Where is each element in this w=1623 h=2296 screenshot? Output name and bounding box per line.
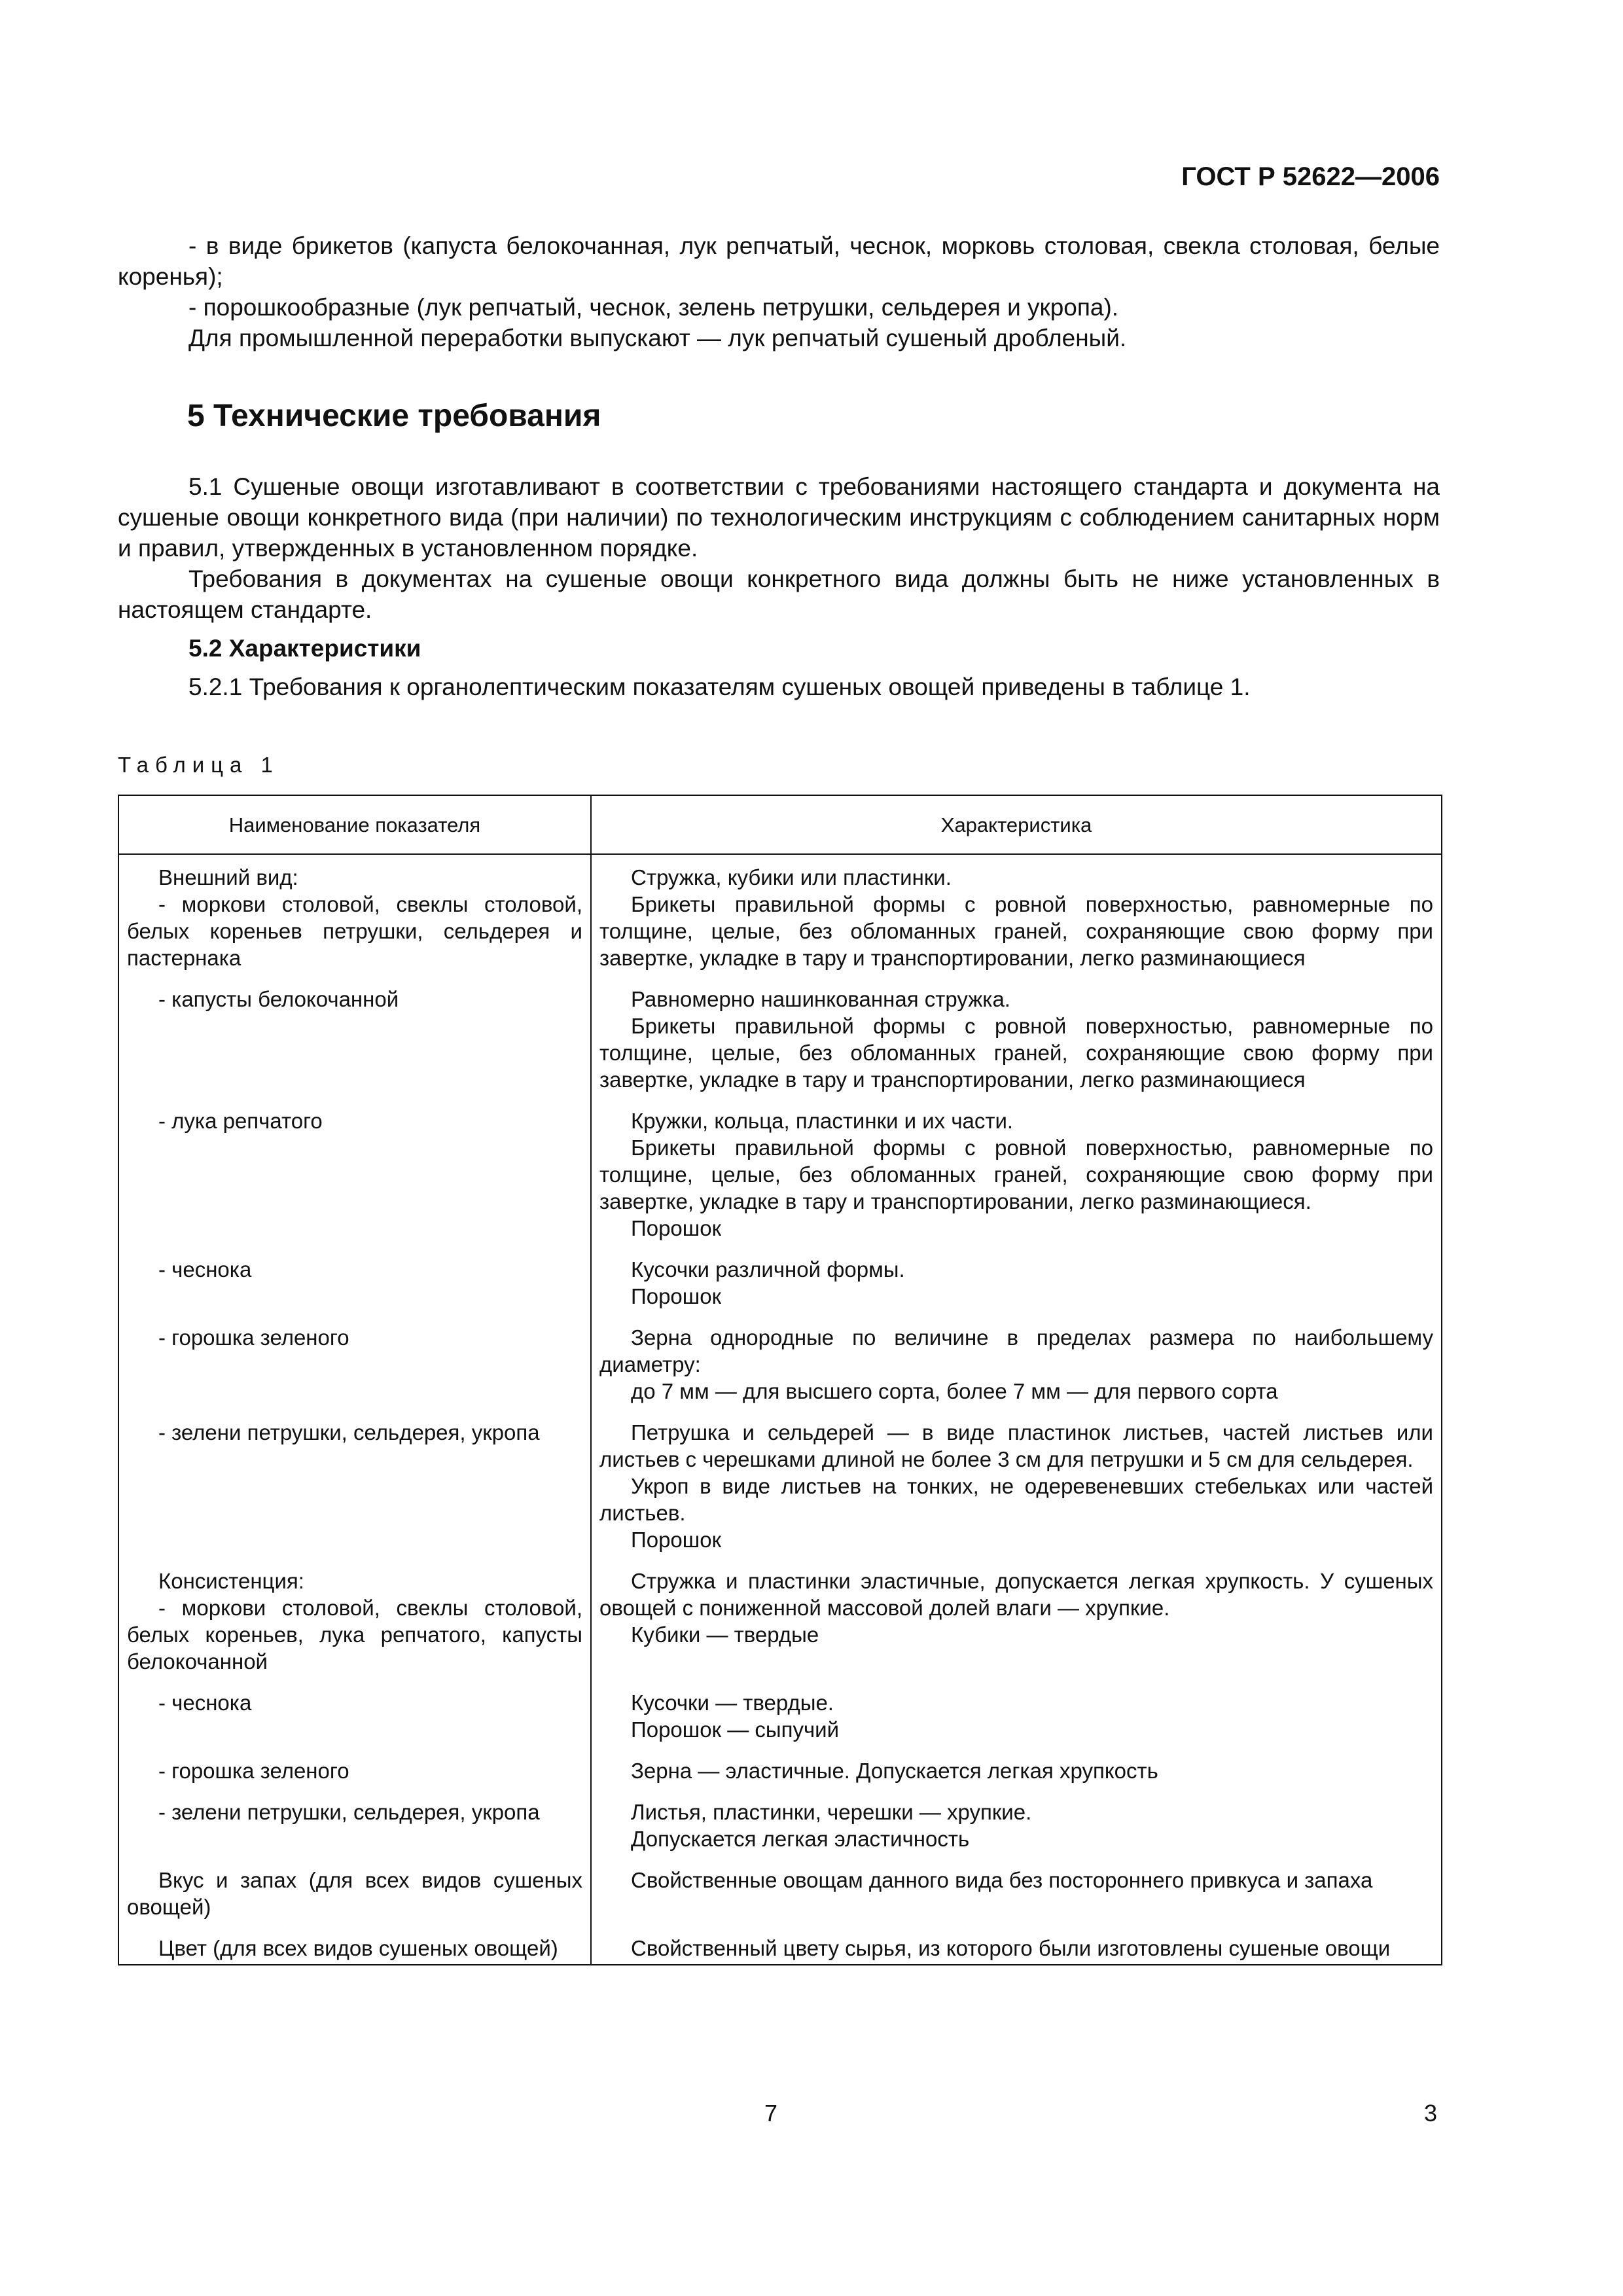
characteristic-cell (591, 1568, 1442, 1689)
cell-line: Цвет (для всех видов сушеных овощей) (158, 1936, 558, 1960)
characteristic-cell (591, 1689, 1442, 1757)
cell-line: Листья, пластинки, черешки — хрупкие. (631, 1800, 1032, 1824)
table-body (118, 854, 1442, 1965)
cell-line: - чеснока (158, 1257, 252, 1282)
characteristic-cell (591, 1419, 1442, 1568)
paragraph-5-1-cont: Требования в документах на сушеные овощи конкретного вида должны быть не ниже установленных в настоящем стандарте. (118, 565, 1440, 623)
cell-line: до 7 мм — для высшего сорта, более 7 мм — для первого сорта (631, 1379, 1278, 1403)
table-row (118, 1867, 1442, 1935)
cell-line: - зелени петрушки, сельдерея, укропа (158, 1420, 540, 1444)
paragraph-5-2-1: 5.2.1 Требования к органолептическим показателям сушеных овощей приведены в таблице 1. (188, 673, 1251, 700)
characteristics-table (118, 795, 1442, 1965)
indicator-cell (118, 1799, 591, 1867)
indicator-cell (118, 854, 591, 986)
table-header-row (118, 795, 1442, 854)
cell-line: Порошок — сыпучий (631, 1717, 840, 1742)
cell-line: Брикеты правильной формы с ровной поверхностью, равномерные по толщине, целые, без обломанных граней, сохраняющие свою форму при завертке, укладке в тару и транспортировании, легко разминающиеся (599, 1014, 1433, 1092)
cell-line: Свойственные овощам данного вида без постороннего привкуса и запаха (631, 1868, 1373, 1892)
cell-line: Допускается легкая эластичность (631, 1827, 970, 1851)
cell-line: Внешний вид: (158, 865, 298, 889)
table-row (118, 1324, 1442, 1419)
characteristic-cell (591, 1256, 1442, 1324)
cell-line: - чеснока (158, 1691, 252, 1715)
characteristic-cell (591, 1757, 1442, 1799)
intro-list (118, 230, 1440, 353)
center-number: 7 (764, 2100, 778, 2126)
characteristic-cell (591, 1867, 1442, 1935)
indicator-cell (118, 1568, 591, 1689)
table-row (118, 1935, 1442, 1965)
table-row (118, 1419, 1442, 1568)
table-row (118, 1757, 1442, 1799)
cell-line: - горошка зеленого (158, 1759, 349, 1783)
cell-line: - горошка зеленого (158, 1325, 349, 1350)
indicator-cell (118, 1689, 591, 1757)
cell-line: Брикеты правильной формы с ровной поверхностью, равномерные по толщине, целые, без обломанных граней, сохраняющие свою форму при завертке, укладке в тару и транспортировании, легко разминающиеся. (599, 1136, 1433, 1213)
cell-line: - лука репчатого (158, 1109, 323, 1133)
column-header: Характеристика (591, 795, 1442, 854)
characteristic-cell (591, 1799, 1442, 1867)
indicator-cell (118, 1935, 591, 1965)
characteristic-cell (591, 854, 1442, 986)
cell-line: Равномерно нашинкованная стружка. (631, 987, 1010, 1011)
cell-line: Кружки, кольца, пластинки и их части. (631, 1109, 1014, 1133)
table-row (118, 854, 1442, 986)
cell-line: Зерна однородные по величине в пределах размера по наибольшему диаметру: (599, 1325, 1433, 1376)
cell-line: Кусочки различной формы. (631, 1257, 905, 1282)
table-row (118, 1568, 1442, 1689)
section-title: 5 Технические требования (187, 399, 601, 433)
cell-line: Свойственный цвету сырья, из которого были изготовлены сушеные овощи (631, 1936, 1391, 1960)
cell-line: Кусочки — твердые. (631, 1691, 834, 1715)
table-row (118, 1256, 1442, 1324)
cell-line: Порошок (631, 1528, 722, 1552)
intro-item: - в виде брикетов (капуста белокочанная, лук репчатый, чеснок, морковь столовая, свекла столовая, белые коренья); (118, 232, 1440, 290)
characteristic-cell (591, 1324, 1442, 1419)
page-number: 3 (1424, 2100, 1438, 2126)
document-code: ГОСТ Р 52622—2006 (1181, 162, 1440, 191)
cell-line: Стружка, кубики или пластинки. (631, 865, 952, 889)
intro-paragraph: Для промышленной переработки выпускают — лук репчатый сушеный дробленый. (188, 325, 1127, 351)
cell-line: - капусты белокочанной (158, 987, 399, 1011)
cell-line: Петрушка и сельдерей — в виде пластинок листьев, частей листьев или листьев с черешками длиной не более 3 см для петрушки и 5 см для сельдерея. (599, 1420, 1433, 1471)
table-row (118, 1799, 1442, 1867)
indicator-cell (118, 1419, 591, 1568)
indicator-cell (118, 1256, 591, 1324)
cell-line: Укроп в виде листьев на тонких, не одеревеневших стебельках или частей листьев. (599, 1474, 1433, 1525)
cell-line: Кубики — твердые (631, 1623, 819, 1647)
paragraph-5-1: 5.1 Сушеные овощи изготавливают в соответствии с требованиями настоящего стандарта и документа на сушеные овощи конкретного вида (при наличии) по технологическим инструкциям с соблюдением санитарных норм и правил, утвержденных в установленном порядке. (118, 473, 1440, 562)
cell-line: - моркови столовой, свеклы столовой, белых кореньев петрушки, сельдерея и пастернака (127, 892, 582, 970)
characteristic-cell (591, 1935, 1442, 1965)
cell-line: - зелени петрушки, сельдерея, укропа (158, 1800, 540, 1824)
cell-line: Консистенция: (158, 1569, 304, 1593)
indicator-cell (118, 1867, 591, 1935)
table-row (118, 1107, 1442, 1256)
indicator-cell (118, 1107, 591, 1256)
subsection-heading: 5.2 Характеристики (188, 635, 421, 662)
characteristic-cell (591, 986, 1442, 1107)
indicator-cell (118, 1324, 591, 1419)
indicator-cell (118, 986, 591, 1107)
cell-line: Брикеты правильной формы с ровной поверхностью, равномерные по толщине, целые, без обломанных граней, сохраняющие свою форму при завертке, укладке в тару и транспортировании, легко разминающиеся (599, 892, 1433, 970)
section-body (118, 471, 1440, 702)
table-label: Таблица 1 (118, 753, 279, 777)
characteristic-cell (591, 1107, 1442, 1256)
cell-line: Зерна — эластичные. Допускается легкая хрупкость (631, 1759, 1158, 1783)
cell-line: - моркови столовой, свеклы столовой, белых кореньев, лука репчатого, капусты белокочанной (127, 1596, 582, 1674)
indicator-cell (118, 1757, 591, 1799)
cell-line: Вкус и запах (для всех видов сушеных овощей) (127, 1868, 582, 1919)
cell-line: Порошок (631, 1284, 722, 1308)
cell-line: Стружка и пластинки эластичные, допускается легкая хрупкость. У сушеных овощей с пониженной массовой долей влаги — хрупкие. (599, 1569, 1433, 1620)
table-row (118, 1689, 1442, 1757)
cell-line: Порошок (631, 1216, 722, 1240)
column-header: Наименование показателя (118, 795, 591, 854)
table-row (118, 986, 1442, 1107)
intro-item: - порошкообразные (лук репчатый, чеснок, зелень петрушки, сельдерея и укропа). (188, 294, 1119, 321)
